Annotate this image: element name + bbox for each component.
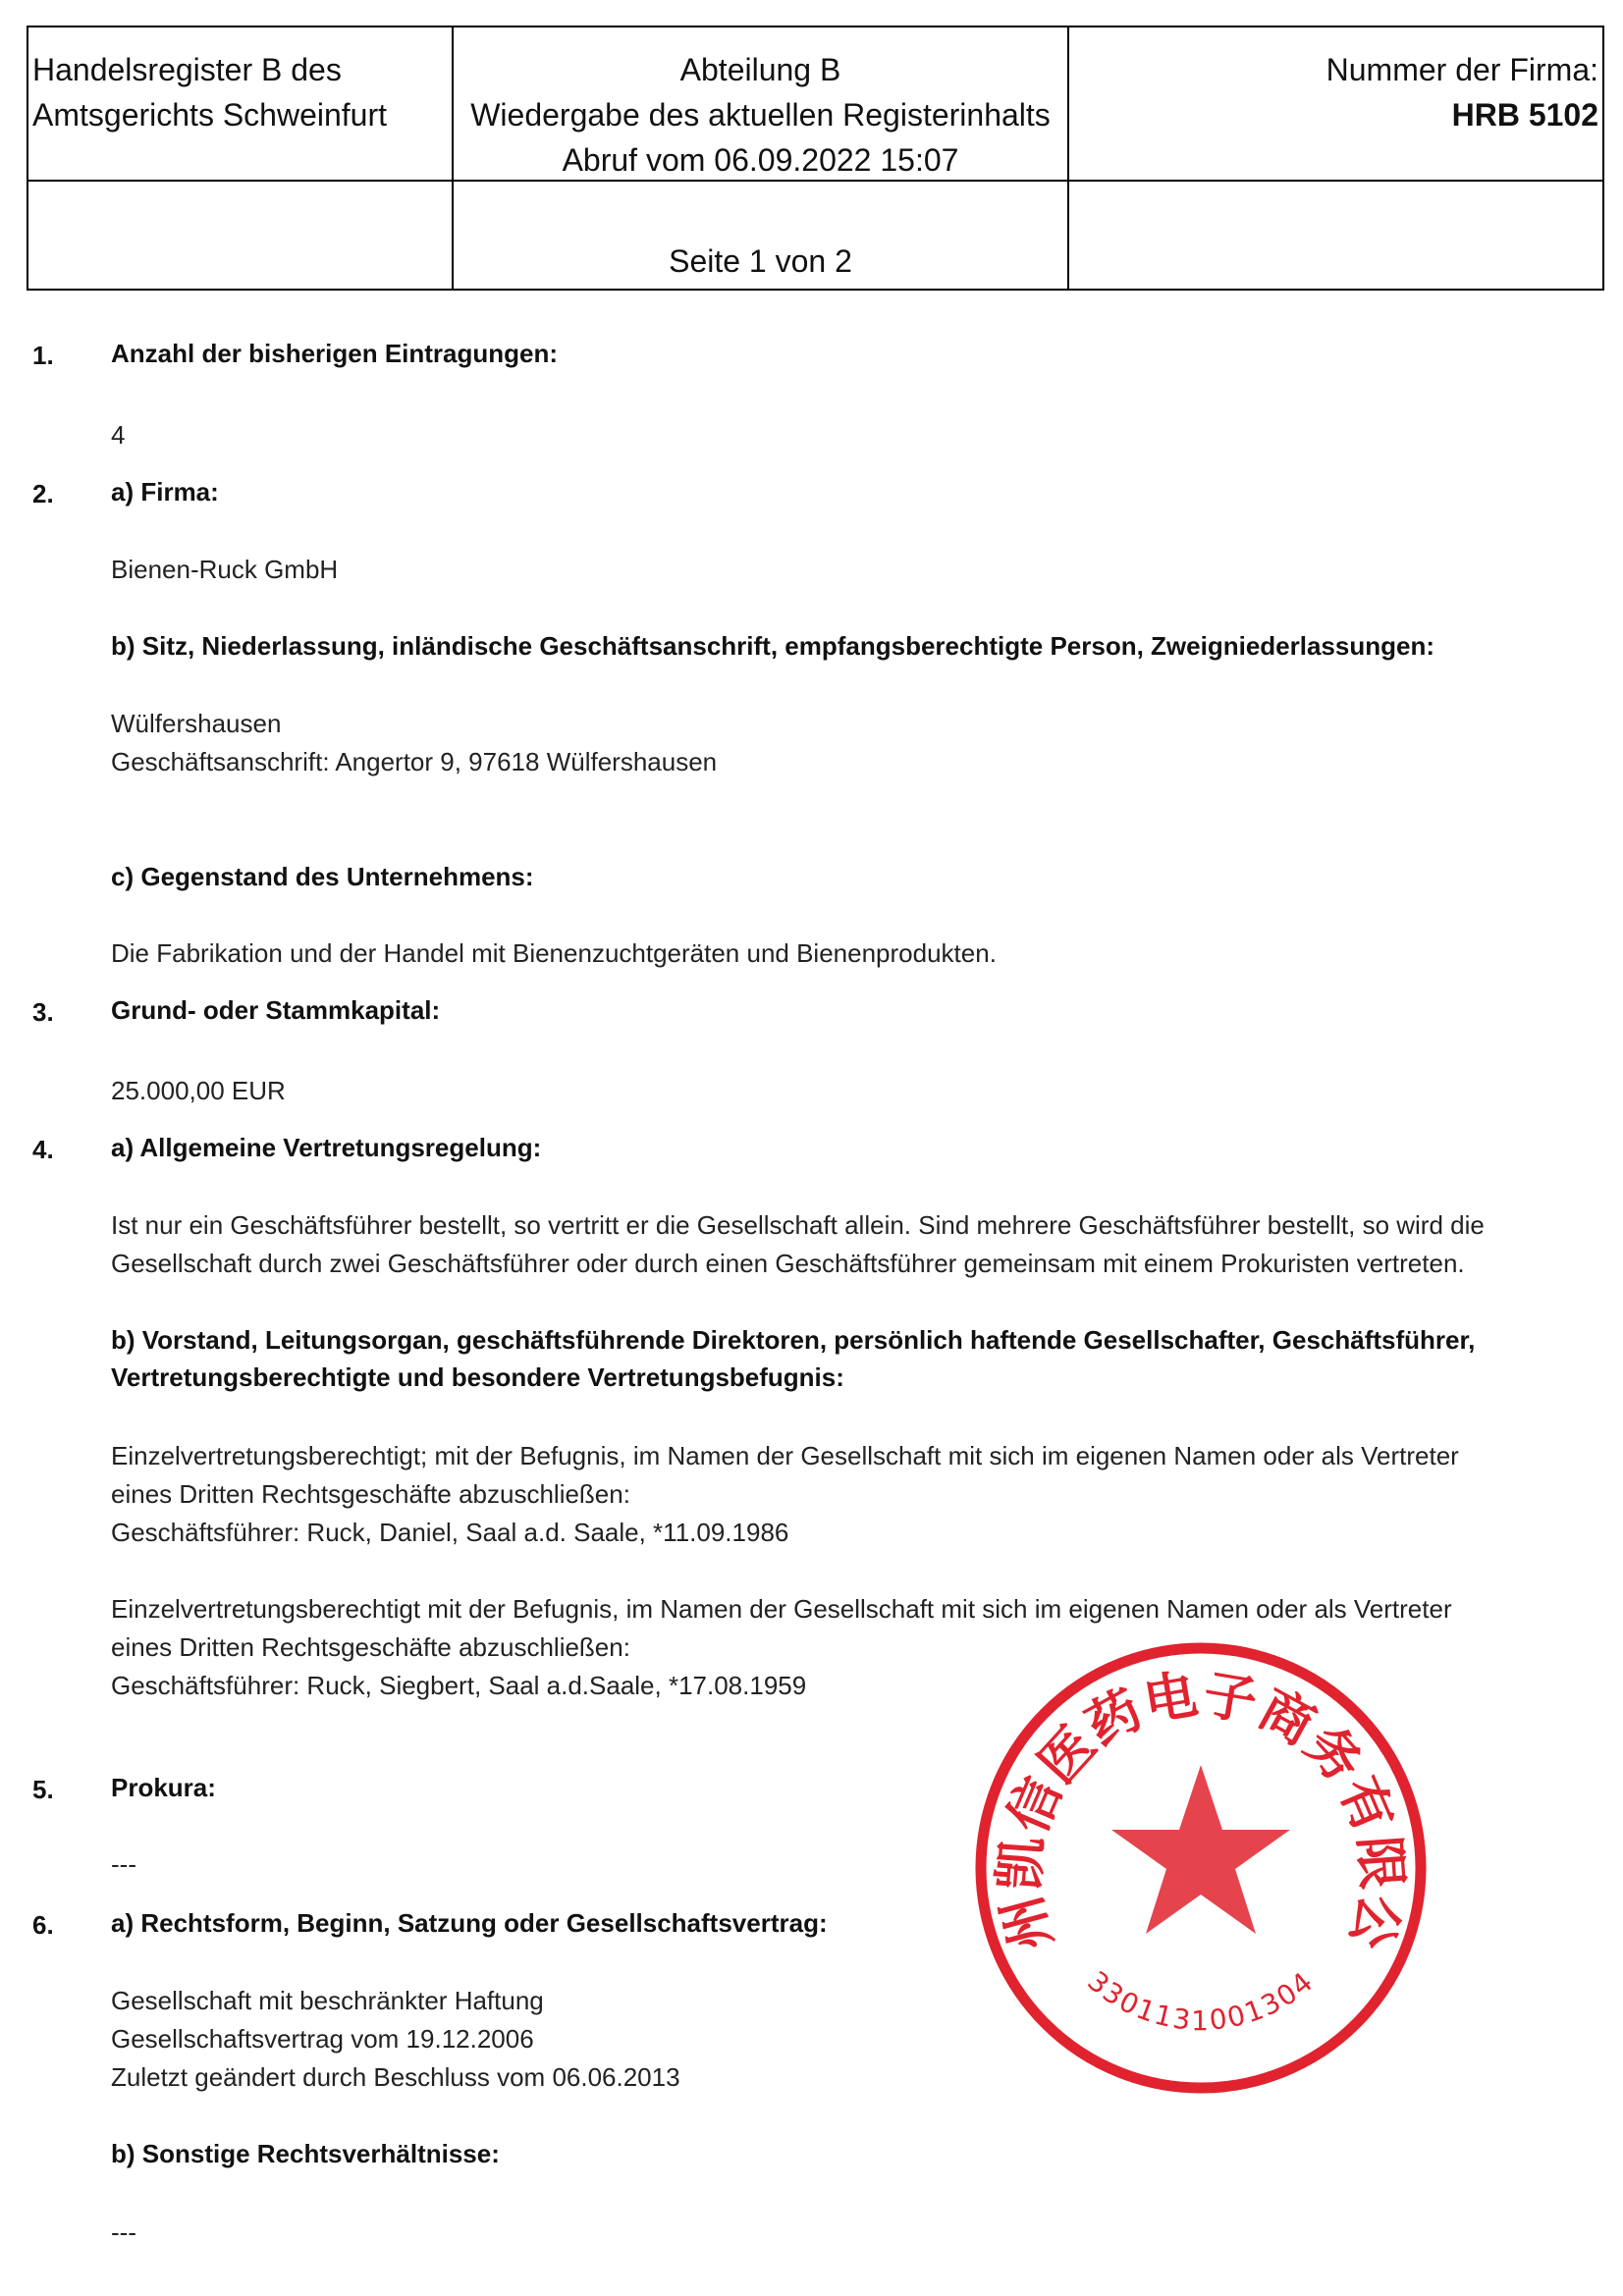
general-representation-line-1: Ist nur ein Geschäftsführer bestellt, so vertritt er die Gesellschaft allein. Sind mehrere Geschäftsführer bestellt, so wird die	[111, 1210, 1485, 1240]
section-1-heading: Anzahl der bisherigen Eintragungen:	[111, 339, 559, 368]
procuration-value: ---	[111, 1849, 136, 1879]
section-1-number: 1.	[32, 341, 54, 370]
director-2-line-2: eines Dritten Rechtsgeschäfte abzuschließen:	[111, 1632, 630, 1662]
retrieval-date: Abruf vom 06.09.2022 15:07	[562, 142, 959, 178]
entries-count: 4	[111, 420, 126, 450]
section-4b-heading	[111, 1321, 1594, 1396]
director-2-name: Geschäftsführer: Ruck, Siegbert, Saal a.d.Saale, *17.08.1959	[111, 1671, 807, 1700]
page-cell	[454, 182, 1069, 289]
seal-star-icon	[1111, 1765, 1290, 1934]
company-seal	[970, 1637, 1432, 2099]
general-representation	[111, 1206, 1603, 1283]
empty-cell-left	[28, 182, 454, 289]
section-5-heading: Prokura:	[111, 1773, 216, 1802]
company-number: HRB 5102	[1451, 97, 1598, 133]
section-2-number: 2.	[32, 479, 54, 508]
section-4b-heading-line-1: b) Vorstand, Leitungsorgan, geschäftsführende Direktoren, persönlich haftende Gesellschafter, Geschäftsführer,	[111, 1325, 1476, 1355]
section-3-heading: Grund- oder Stammkapital:	[111, 995, 441, 1025]
share-capital: 25.000,00 EUR	[111, 1076, 286, 1105]
last-amendment: Zuletzt geändert durch Beschluss vom 06.06.2013	[111, 2062, 680, 2092]
page-indicator: Seite 1 von 2	[669, 243, 852, 279]
section-2b-heading: b) Sitz, Niederlassung, inländische Geschäftsanschrift, empfangsberechtigte Person, Zweigniederlassungen:	[111, 631, 1434, 661]
legal-form: Gesellschaft mit beschränkter Haftung	[111, 1986, 544, 2015]
director-1-line-2: eines Dritten Rechtsgeschäfte abzuschließen:	[111, 1479, 630, 1509]
seal-code: 3301131001304	[1081, 1964, 1321, 2037]
court-line-1: Handelsregister B des	[32, 52, 342, 87]
seal-company-text: 州凯信医药电子商务有限公	[988, 1663, 1414, 1957]
director-1-name: Geschäftsführer: Ruck, Daniel, Saal a.d. Saale, *11.09.1986	[111, 1518, 789, 1547]
empty-cell-right	[1069, 182, 1602, 289]
section-5-number: 5.	[32, 1775, 54, 1804]
director-2-line-1: Einzelvertretungsberechtigt mit der Befugnis, im Namen der Gesellschaft mit sich im eigenen Namen oder als Vertreter	[111, 1594, 1452, 1624]
articles-date: Gesellschaftsvertrag vom 19.12.2006	[111, 2024, 534, 2054]
section-6b-heading: b) Sonstige Rechtsverhältnisse:	[111, 2139, 500, 2168]
other-legal-relations: ---	[111, 2217, 136, 2247]
section-4b-heading-line-2: Vertretungsberechtigte und besondere Vertretungsbefugnis:	[111, 1362, 844, 1392]
director-1-line-1: Einzelvertretungsberechtigt; mit der Befugnis, im Namen der Gesellschaft mit sich im eigenen Namen oder als Vertreter	[111, 1441, 1459, 1470]
section-6-number: 6.	[32, 1910, 54, 1940]
court-cell	[28, 27, 454, 182]
seal-graphic	[970, 1637, 1432, 2099]
seat-location: Wülfershausen	[111, 709, 282, 738]
company-number-label: Nummer der Firma:	[1325, 52, 1598, 87]
business-address: Geschäftsanschrift: Angertor 9, 97618 Wülfershausen	[111, 747, 718, 776]
company-number-cell	[1069, 27, 1602, 182]
court-line-2: Amtsgerichts Schweinfurt	[32, 97, 388, 133]
section-4a-heading: a) Allgemeine Vertretungsregelung:	[111, 1133, 542, 1162]
section-4-number: 4.	[32, 1135, 54, 1164]
section-2c-heading: c) Gegenstand des Unternehmens:	[111, 862, 534, 891]
department-line-2: Wiedergabe des aktuellen Registerinhalts	[470, 97, 1051, 133]
department-line-1: Abteilung B	[679, 52, 841, 87]
section-2a-heading: a) Firma:	[111, 477, 219, 507]
general-representation-line-2: Gesellschaft durch zwei Geschäftsführer oder durch einen Geschäftsführer gemeinsam mit einem Prokuristen vertreten.	[111, 1249, 1465, 1278]
director-entry-1	[111, 1437, 1603, 1552]
department-cell	[454, 27, 1069, 182]
seat-block	[111, 705, 1603, 781]
section-3-number: 3.	[32, 997, 54, 1027]
register-header	[27, 26, 1604, 291]
section-6a-heading: a) Rechtsform, Beginn, Satzung oder Gesellschaftsvertrag:	[111, 1908, 828, 1938]
business-purpose: Die Fabrikation und der Handel mit Bienenzuchtgeräten und Bienenprodukten.	[111, 938, 997, 968]
company-name: Bienen-Ruck GmbH	[111, 555, 339, 584]
